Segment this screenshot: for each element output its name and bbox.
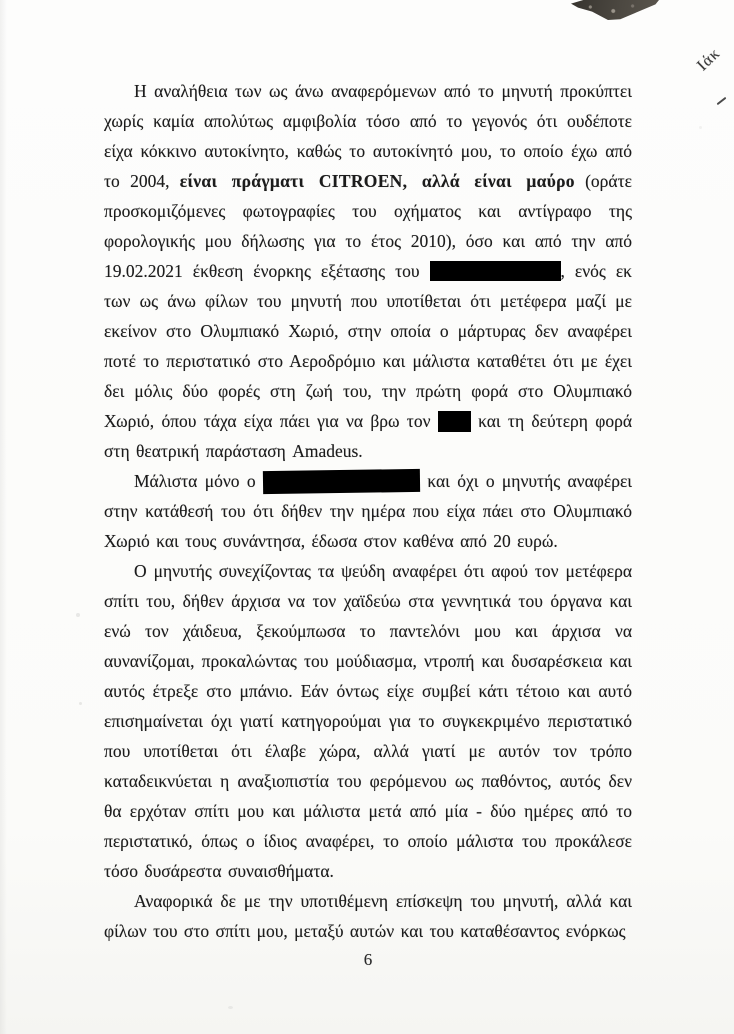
paragraph-1-text: (οράτε προσκομιζόμενες φωτογραφίες του οχήματος και αντίγραφο της φορολογικής μου δήλωσης για το έτος 2010), όσο και από την από 19.02.2021 έκθεση ένορκης εξέτασης του: [104, 171, 632, 281]
scan-edge-shading: [0, 0, 7, 1034]
paragraph-2-text: και όχι ο μηνυτής αναφέρει στην κατάθεσή του ότι δήθεν την ημέρα που είχα πάει στο Ολυμπιακό Χωριό και τους συνάντησα, έδωσα στον καθένα από 20 ευρώ.: [104, 471, 632, 551]
handwritten-pen-tick: [717, 97, 727, 105]
scan-speck: [76, 613, 80, 617]
paragraph-1-bold-text: είναι πράγματι CITROEN, αλλά είναι μαύρο: [179, 171, 575, 191]
redaction-bar-medium: [263, 469, 420, 494]
redaction-bar-wide: [430, 261, 561, 281]
document-body: [104, 76, 632, 946]
paragraph-3-text: Ο μηνυτής συνεχίζοντας τα ψεύδη αναφέρει ότι αφού τον μετέφερα σπίτι του, δήθεν άρχισα να τον χαϊδεύω στα γεννητικά του όργανα και ενώ τον χάιδευα, ξεκούμπωσα το παντελόνι μου και άρχισα να αυνανίζομαι, προκαλώντας του μούδιασμα, ντροπή και δυσαρέσκεια και αυτός έτρεξε στο μπάνιο. Εάν όντως είχε συμβεί κάτι τέτοιο και αυτό επισημαίνεται όχι γιατί κατηγορούμαι για το συγκεκριμένο περιστατικό που υποτίθεται ότι έλαβε χώρα, αλλά γιατί με αυτόν τον τρόπο καταδεικνύεται η αναξιοπιστία του φερόμενου ως παθόντος, αυτός δεν θα ερχόταν σπίτι μου και μάλιστα μετά από μία - δύο ημέρες από το περιστατικό, όπως ο ίδιος αναφέρει, το οποίο μάλιστα του προκάλεσε τόσο δυσάρεστα συναισθήματα.: [104, 561, 632, 881]
handwritten-note: Ιάκ: [694, 44, 724, 75]
paragraph-3: [104, 556, 632, 886]
paragraph-2: [104, 466, 632, 556]
paragraph-1-text: , ενός εκ των ως άνω φίλων του μηνυτή που υποτίθεται ότι μετέφερα μαζί με εκείνον στο Ολυμπιακό Χωριό, στην οποία ο μάρτυρας δεν αναφέρει ποτέ το περιστατικό στο Αεροδρόμιο και μάλιστα καταθέτει ότι με έχει δει μόλις δύο φορές στη ζωή του, την πρώτη φορά στο Ολυμπιακό Χωριό, όπου τάχα είχα πάει για να βρω τον: [104, 261, 633, 431]
scan-corner-artifact: [571, 0, 659, 20]
paragraph-4: [104, 886, 632, 946]
redaction-bar-small: [438, 411, 471, 432]
page-number: 6: [363, 950, 373, 969]
paragraph-4-text: Αναφορικά δε με την υποτιθέμενη επίσκεψη του μηνυτή, αλλά και φίλων του στο σπίτι μου, μεταξύ αυτών και του καταθέσαντος ενόρκως: [104, 891, 632, 941]
paragraph-1-text: Η αναλήθεια των ως άνω αναφερόμενων από το μηνυτή προκύπτει χωρίς καμία απολύτως αμφιβολία τόσο από το γεγονός ότι ουδέποτε είχα κόκκινο αυτοκίνητο, καθώς το αυτοκίνητό μου, το οποίο έχω από το 2004,: [104, 81, 632, 191]
paragraph-1: [104, 76, 632, 466]
paragraph-1-text: και τη δεύτερη φορά στη θεατρική παράσταση Amadeus.: [104, 411, 632, 461]
scan-speck: [699, 126, 702, 129]
scan-speck: [79, 702, 82, 705]
paragraph-2-text: Μάλιστα μόνο ο: [134, 471, 263, 491]
scan-speck: [228, 1006, 233, 1009]
